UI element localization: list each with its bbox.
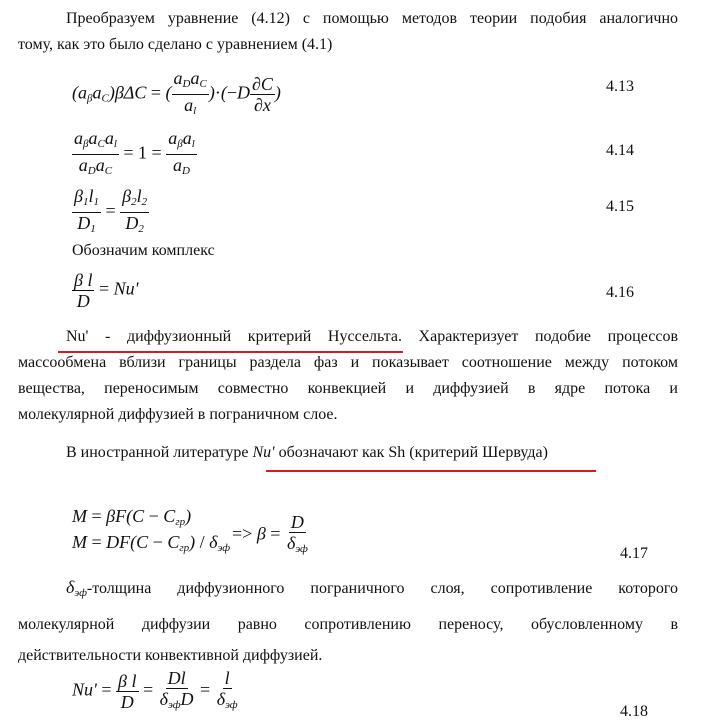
nusselt-line-1 (18, 324, 678, 350)
equation-number-4-15: 4.15 (606, 198, 634, 215)
equation-4-17-line2: $M = DF(C - C_{гр}) / \delta_{эф}$ (72, 532, 231, 554)
nusselt-line-1-rest: Характеризует подобие процессов (418, 328, 678, 345)
nusselt-paragraph (18, 324, 678, 428)
equation-4-14: $\frac{a_\beta a_Ca_l}{a_Da_C}$ = 1 = $\frac{a_\beta a_l}{a_D}$ (74, 128, 195, 177)
delta-line-3: действительности конвективной диффузией. (18, 647, 323, 664)
nusselt-line-4: молекулярной диффузией в пограничном слое. (18, 406, 338, 423)
equation-number-4-16: 4.16 (606, 284, 634, 301)
foreign-prefix: В иностранной литературе (66, 444, 249, 461)
equation-4-15: $\frac{\beta_1l_1}{D_1}$ = $\frac{\beta_2l_2}{D_2}$ (74, 186, 148, 235)
equation-number-4-17: 4.17 (620, 545, 648, 562)
delta-line-1: $\delta_{эф}$-толщина диффузионного пограничного слоя, сопротивление которого (66, 577, 678, 599)
equation-4-17-line1: $M = \beta F(C - C_{гр})$ (72, 506, 192, 528)
nusselt-highlight: Nu' - диффузионный критерий Нуссельта. (66, 328, 402, 345)
nusselt-line-2: массообмена вблизи границы раздела фаз и показывает соотношение между потоком (18, 354, 678, 371)
equation-4-17-result: => β = $\frac{D}{\delta_{эф}}$ (232, 512, 308, 555)
denote-complex-text: Обозначим комплекс (72, 242, 215, 259)
intro-line-1: Преобразуем уравнение (4.12) с помощью методов теории подобия аналогично (66, 10, 678, 27)
intro-paragraph (18, 6, 678, 58)
foreign-nu: Nu' (252, 444, 275, 461)
equation-4-16: $\frac{\text{β l}}{D}$ = Nu' (74, 270, 139, 311)
equation-number-4-14: 4.14 (606, 142, 634, 159)
equation-4-13: $(a_\beta a_C)\beta\Delta C$ = ( $\frac{a_Da_C}{a_l}$ )·(−D $\frac{\partial C}{\partial x}$ ) (72, 68, 281, 117)
foreign-literature-line (66, 440, 548, 466)
equation-number-4-18: 4.18 (620, 703, 648, 720)
sherwood-underline (266, 470, 596, 472)
intro-line-2: тому, как это было сделано с уравнением (4.1) (18, 36, 333, 53)
equation-4-18: Nu' = $\frac{\text{β l}}{D}$ = $\frac{Dl}{\delta_{эф}D}$ = $\frac{l}{\delta_{эф}}$ (72, 668, 238, 712)
equation-number-4-13: 4.13 (606, 78, 634, 95)
delta-paragraph (18, 572, 678, 671)
nusselt-underline (58, 351, 403, 353)
delta-line-2: молекулярной диффузии равно сопротивлению переносу, обусловленному в (18, 616, 678, 633)
delta-line-1-rest: -толщина диффузионного пограничного слоя, сопротивление которого (86, 580, 678, 597)
nusselt-line-3: вещества, переносимым совместно конвекцией и диффузией в ядре потока и (18, 380, 678, 397)
foreign-suffix: обозначают как Sh (критерий Шервуда) (278, 444, 548, 461)
